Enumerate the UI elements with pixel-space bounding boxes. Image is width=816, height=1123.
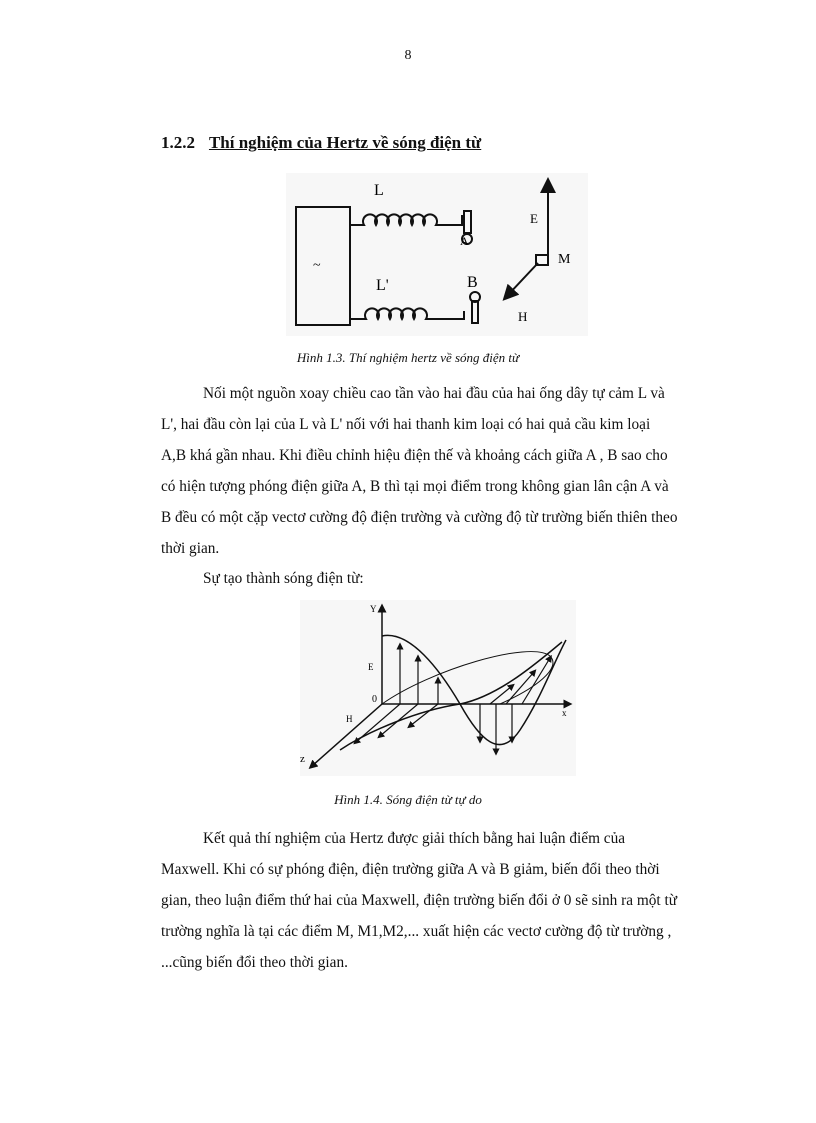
label-y-axis: Y [370,604,377,614]
paragraph-line: B đều có một cặp vectơ cường độ điện trường và cường độ từ trường biến thiên theo [161,509,678,526]
label-E: E [530,211,538,226]
paragraph-maxwell-explanation [161,823,717,978]
paragraph-line: gian, theo luận điểm thứ hai của Maxwell, điện trường biến đổi ở 0 sẽ sinh ra một từ [161,892,678,909]
section-heading [161,133,481,153]
label-H-field: H [346,714,353,724]
label-z-axis: z [300,753,305,765]
figure1-caption: Hình 1.3. Thí nghiệm hertz về sóng điện từ [296,350,520,365]
paragraph-line: Nối một nguồn xoay chiều cao tần vào hai đầu của hai ống dây tự cảm L và [203,385,665,402]
paragraph-line: A,B khá gần nhau. Khi điều chỉnh hiệu điện thế và khoảng cách giữa A , B sao cho [161,447,668,464]
label-L: L [374,182,384,199]
figure-hertz-experiment [286,173,588,336]
figure-free-em-wave [300,600,576,776]
label-origin: 0 [372,694,377,705]
hertz-experiment-diagram [286,173,588,336]
section-title: Thí nghiệm của Hertz về sóng điện từ [208,133,482,152]
paragraph-line: thời gian. [161,540,220,557]
ac-source-box [296,207,350,325]
rod-B [472,301,478,323]
label-x-axis: x [562,708,567,718]
paragraph-line: L', hai đầu còn lại của L và L' nối với hai thanh kim loại có hai quả cầu kim loại [161,416,651,433]
h-vector [380,704,418,736]
label-E-field: E [368,662,374,672]
rod-A [464,211,471,233]
paragraph-line: Maxwell. Khi có sự phóng điện, điện trường giữa A và B giảm, biến đổi theo thời [161,861,660,878]
paragraph-line: trường nghĩa là tại các điểm M, M1,M2,... xuất hiện các vectơ cường độ từ trường , [161,923,672,940]
coil-L-prime [350,308,464,319]
paragraph-line: Kết quả thí nghiệm của Hertz được giải thích bằng hai luận điểm của [203,830,626,847]
label-A: A [460,234,469,248]
em-wave-diagram [300,600,576,776]
paragraph-line: ...cũng biến đổi theo thời gian. [161,954,348,971]
paragraph-line: Sự tạo thành sóng điện từ: [203,570,364,587]
label-H: H [518,309,528,324]
section-number: 1.2.2 [161,133,195,152]
ac-source-symbol: ~ [313,258,321,273]
paragraph-wave-formation [161,563,717,594]
coil-L [350,214,462,225]
vector-H-arrow [508,263,538,295]
label-B: B [467,274,478,291]
paragraph-hertz-setup [161,378,717,564]
figure2-caption: Hình 1.4. Sóng điện từ tự do [334,792,482,807]
paragraph-line: có hiện tượng phóng điện giữa A, B thì tại mọi điểm trong không gian lân cận A và [161,478,669,495]
label-M: M [558,252,571,267]
label-L-prime: L' [376,277,389,294]
page-number: 8 [404,48,412,63]
